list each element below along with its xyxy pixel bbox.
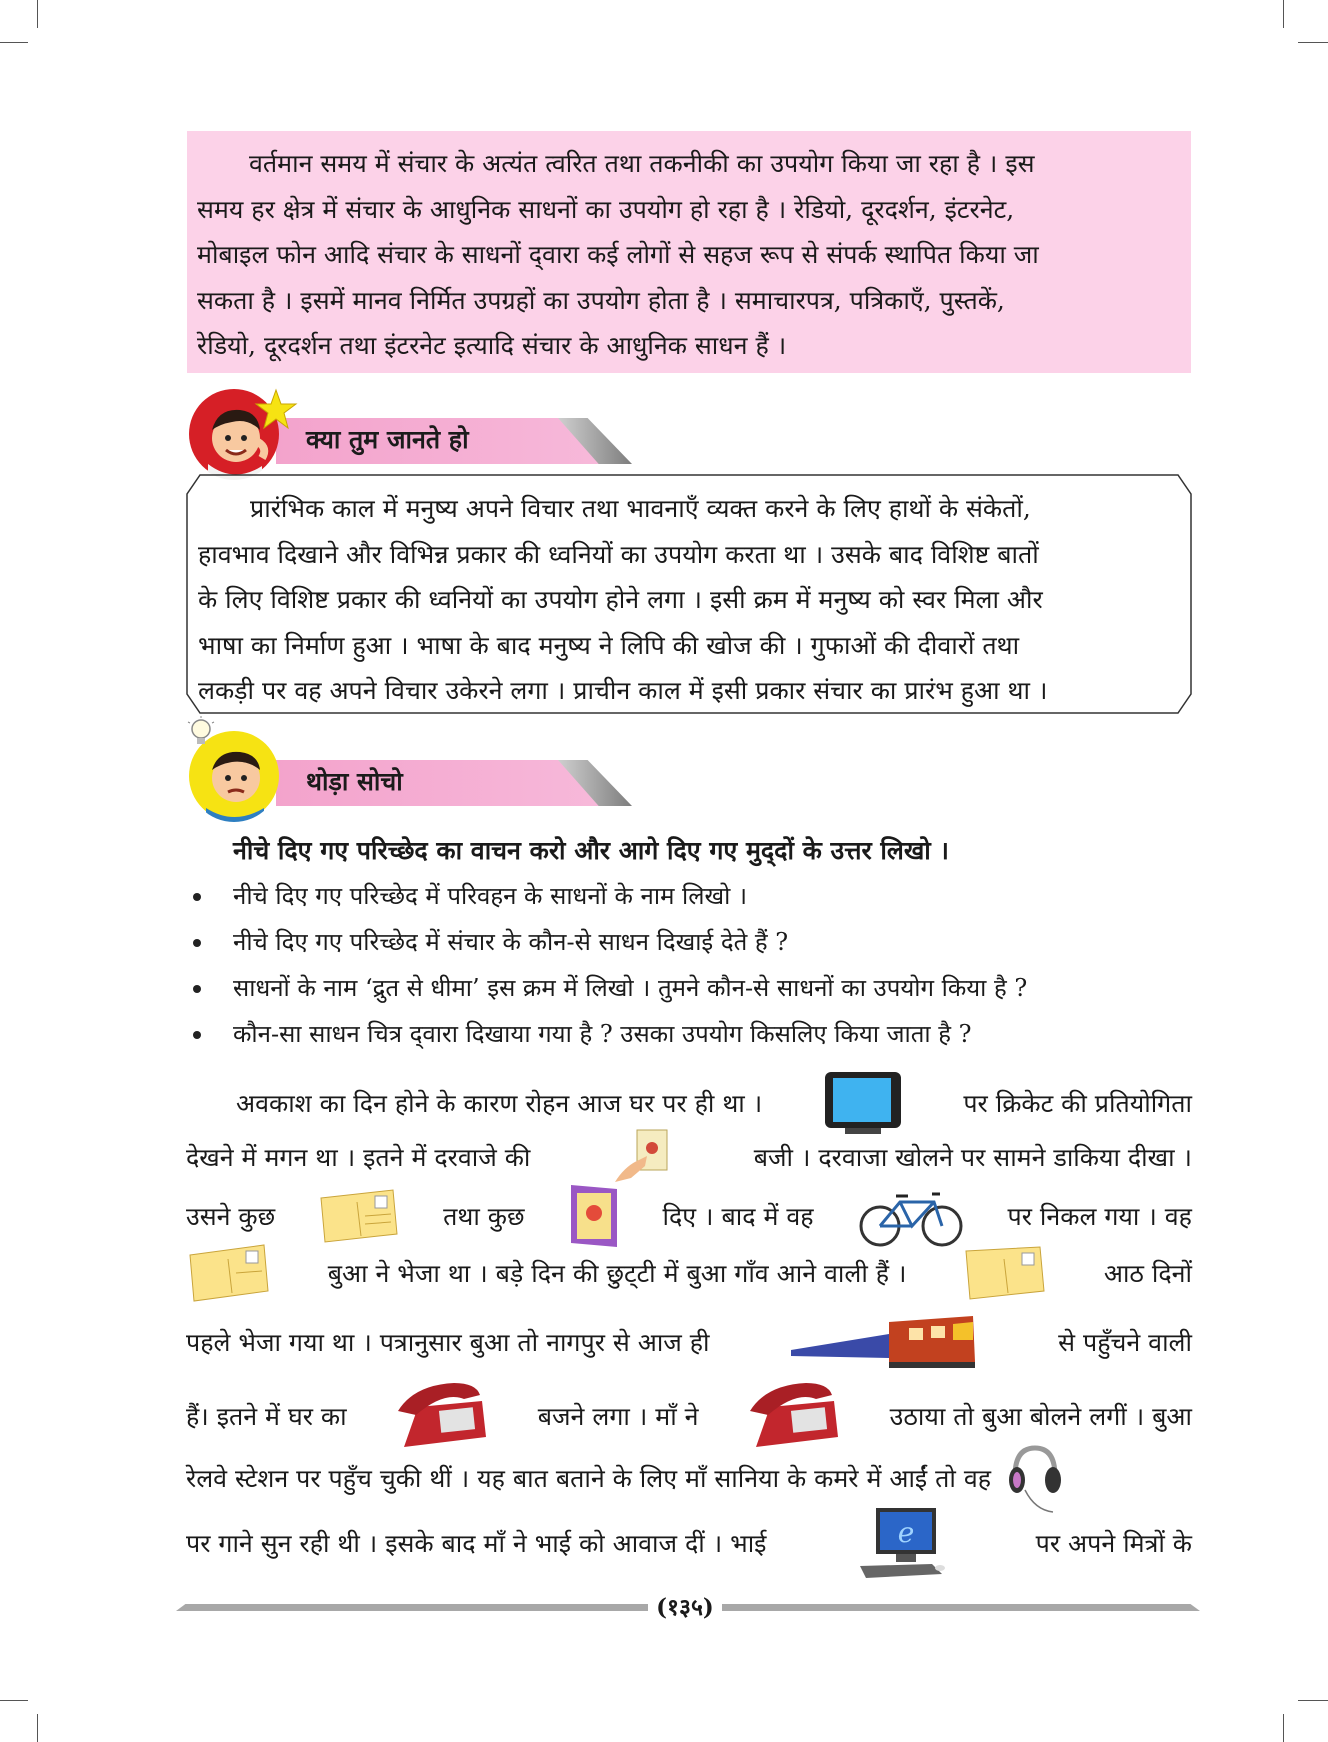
crop-mark: [1283, 0, 1284, 28]
did-you-know-line: भाषा का निर्माण हुआ । भाषा के बाद मनुष्य ने लिपि की खोज की । गुफाओं की दीवारों तथा: [198, 630, 1020, 660]
postcard-icon: [962, 1245, 1048, 1301]
story-line: [186, 1125, 1192, 1189]
list-item: [233, 919, 1193, 965]
question-text: साधनों के नाम ‘द्रुत से धीमा’ इस क्रम में लिखो । तुमने कौन-से साधनों का उपयोग किया है ?: [233, 974, 1028, 1002]
train-icon: [789, 1310, 979, 1374]
did-you-know-title: क्या तुम जानते हो: [306, 425, 469, 454]
list-item: [233, 873, 1193, 919]
headphones-icon: [1005, 1442, 1061, 1514]
intro-line: रेडियो, दूरदर्शन तथा इंटरनेट इत्यादि संचार के आधुनिक साधन हैं ।: [197, 331, 787, 360]
list-item: [233, 965, 1193, 1011]
footer-rule-left: [176, 1604, 648, 1611]
story-text: रेलवे स्टेशन पर पहुँच चुकी थीं । यह बात बताने के लिए माँ सानिया के कमरे में आईं तो वह: [186, 1464, 991, 1493]
think-instructions: [233, 828, 1193, 1057]
crop-mark: [0, 1700, 28, 1701]
instruction-text: नीचे दिए गए परिच्छेद का वाचन करो और आगे दिए गए मुद्‌दों के उत्तर लिखो ।: [233, 836, 949, 865]
doorbell-icon: [611, 1126, 673, 1188]
story-line: [186, 1440, 1192, 1516]
did-you-know-line: प्रारंभिक काल में मनुष्य अपने विचार तथा भावनाएँ व्यक्त करने के लिए हाथों के संकेतों,: [250, 494, 1031, 523]
question-text: नीचे दिए गए परिच्छेद में संचार के कौन-से साधन दिखाई देते हैं ?: [233, 928, 789, 956]
story-text: पर क्रिकेट की प्रतियोगिता: [963, 1089, 1192, 1118]
story-text: पर निकल गया । वह: [1007, 1202, 1192, 1231]
story-text: देखने में मगन था । इतने में दरवाजे की: [186, 1143, 531, 1172]
crop-mark: [1283, 1714, 1284, 1742]
postcard-icon: [317, 1188, 401, 1244]
story-text: पहले भेजा गया था । पत्रानुसार बुआ तो नागपुर से आज ही: [186, 1328, 710, 1357]
did-you-know-line: के लिए विशिष्ट प्रकार की ध्वनियों का उपयोग होने लगा । इसी क्रम में मनुष्य को स्वर मिला और: [198, 585, 1043, 614]
did-you-know-line: हावभाव दिखाने और विभिन्न प्रकार की ध्वनियों का उपयोग करता था । उसके बाद विशिष्ट बातों: [198, 539, 1039, 569]
think-header: [188, 730, 648, 822]
bulb-icon: [186, 716, 216, 750]
star-icon: [254, 388, 298, 432]
story-text: बुआ ने भेजा था । बड़े दिन की छुट्‌टी में बुआ गाँव आने वाली हैं ।: [327, 1259, 907, 1288]
question-list: [233, 873, 1193, 1057]
crop-mark: [0, 42, 28, 43]
bullet-dot: [193, 939, 201, 947]
list-item: [233, 1011, 1193, 1057]
story-text: आठ दिनों: [1103, 1259, 1192, 1288]
page-number: (१३५): [656, 1594, 714, 1621]
story-line: [186, 1306, 1192, 1378]
question-text: नीचे दिए गए परिच्छेद में परिवहन के साधनों के नाम लिखो ।: [233, 882, 748, 910]
story-text: बजने लगा । माँ ने: [537, 1402, 699, 1431]
intro-line: समय हर क्षेत्र में संचार के आधुनिक साधनों का उपयोग हो रहा है । रेडियो, दूरदर्शन, इंटरनेट,: [197, 194, 1015, 224]
svg-text:e: e: [897, 1516, 915, 1549]
story-text: दिए । बाद में वह: [662, 1202, 814, 1231]
footer-rule-right: [722, 1604, 1200, 1611]
story-text: अवकाश का दिन होने के कारण रोहन आज घर पर ही था ।: [236, 1089, 763, 1118]
bullet-dot: [193, 985, 201, 993]
story-text: बजी । दरवाजा खोलने पर सामने डाकिया दीखा ।: [753, 1143, 1192, 1172]
computer-icon: [856, 1506, 946, 1580]
bullet-dot: [193, 893, 201, 901]
did-you-know-header: [188, 388, 648, 480]
did-you-know-line: लकड़ी पर वह अपने विचार उकेरने लगा । प्राचीन काल में इसी प्रकार संचार का प्रारंभ हुआ था ।: [198, 676, 1048, 705]
bicycle-icon: [856, 1184, 966, 1248]
intro-line: मोबाइल फोन आदि संचार के साधनों द्‌वारा कई लोगों से सहज रूप से संपर्क स्थापित किया जा: [197, 240, 1039, 269]
intro-line: वर्तमान समय में संचार के अत्यंत त्वरित तथा तकनीकी का उपयोग किया जा रहा है । इस: [249, 149, 1035, 178]
story-line: [186, 1240, 1192, 1306]
think-title: थोड़ा सोचो: [306, 767, 403, 796]
postcard-icon: [186, 1243, 272, 1303]
did-you-know-box: [186, 474, 1192, 714]
story-text: से पहुँचने वाली: [1058, 1328, 1192, 1357]
story-text: तथा कुछ: [443, 1202, 525, 1231]
story-text: पर अपने मित्रों के: [1035, 1529, 1192, 1558]
story-text: उठाया तो बुआ बोलने लगीं । बुआ: [889, 1402, 1192, 1431]
question-text: कौन-सा साधन चित्र द्‌वारा दिखाया गया है ? उसका उपयोग किसलिए किया जाता है ?: [233, 1020, 972, 1048]
bullet-dot: [193, 1031, 201, 1039]
crop-mark: [1298, 42, 1328, 43]
crop-mark: [37, 1714, 38, 1742]
story-text: हैं। इतने में घर का: [186, 1402, 347, 1431]
story-text: उसने कुछ: [186, 1202, 276, 1231]
crop-mark: [1298, 1700, 1328, 1701]
story-text: पर गाने सुन रही थी । इसके बाद माँ ने भाई को आवाज दीं । भाई: [186, 1529, 767, 1558]
intro-box: [187, 131, 1191, 373]
intro-line: सकता है । इसमें मानव निर्मित उपग्रहों का उपयोग होता है । समाचारपत्र, पत्रिकाएँ, पुस्तकें,: [197, 285, 1005, 315]
crop-mark: [37, 0, 38, 28]
story-line: [186, 1506, 1192, 1580]
